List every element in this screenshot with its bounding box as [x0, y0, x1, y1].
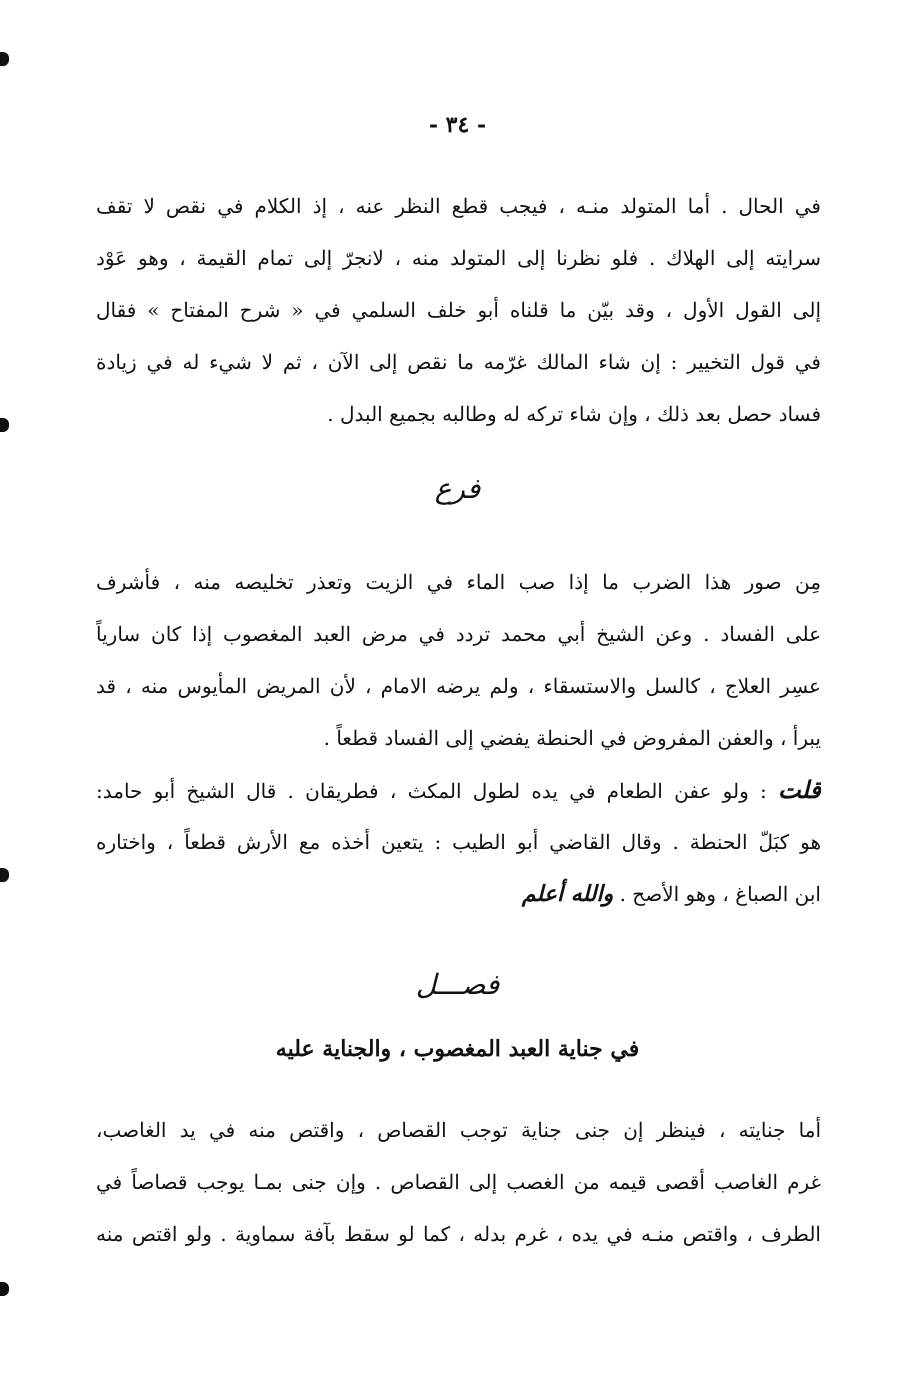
section-subheading: في جناية العبد المغصوب ، والجناية عليه — [275, 1036, 640, 1062]
text-line: فساد حصل بعد ذلك ، وإن شاء تركه له وطالبه بجميع البدل . — [327, 402, 821, 426]
text-line: يبرأ ، والعفن المفروض في الحنطة يفضي إلى الفساد قطعاً . — [323, 726, 821, 750]
qultu-line-text: : ولو عفن الطعام في يده لطول المكث ، فطريقان . قال الشيخ أبو حامد: — [96, 779, 779, 803]
text-line: في الحال . أما المتولد منـه ، فيجب قطع النظر عنه ، إذ الكلام في نقص لا تقف — [96, 194, 821, 218]
text-line: غرم الغاصب أقصى قيمه من الغصب إلى القصاص . وإن جنى بمـا يوجب قصاصاً في — [96, 1170, 821, 1194]
qultu-label: قلت — [778, 775, 821, 804]
section-heading-fasl: فصـــل — [415, 968, 500, 1001]
closing-phrase: والله أعلم — [521, 881, 614, 907]
section-heading-far: فرع — [434, 472, 481, 505]
text-line: هو كبَلّ الحنطة . وقال القاضي أبو الطيب : يتعين أخذه مع الأرش قطعاً ، واختاره — [96, 830, 821, 854]
paragraph-2 — [96, 556, 821, 764]
paragraph-3 — [96, 764, 821, 920]
scan-edge-mark — [0, 1282, 9, 1296]
text-line: أما جنايته ، فينظر إن جنى جناية توجب القصاص ، واقتص منه في يد الغاصب، — [96, 1118, 821, 1142]
text-line: مِن صور هذا الضرب ما إذا صب الماء في الزيت وتعذر تخليصه منه ، فأشرف — [96, 570, 821, 594]
text-line: الطرف ، واقتص منـه في يده ، غرم بدله ، كما لو سقط بآفة سماوية . ولو اقتص منه — [96, 1222, 821, 1246]
paragraph-4 — [96, 1104, 821, 1260]
text-line — [96, 868, 821, 920]
paragraph-1 — [96, 180, 821, 440]
text-line: في قول التخيير : إن شاء المالك غرّمه ما نقص إلى الآن ، ثم لا شيء له في زيادة — [96, 350, 821, 374]
scan-edge-mark — [0, 868, 9, 882]
text-line: عسِر العلاج ، كالسل والاستسقاء ، ولم يرضه الامام ، لأن المريض المأيوس منه ، قد — [96, 674, 821, 698]
text-line: سرايته إلى الهلاك . فلو نظرنا إلى المتولد منه ، لانجرّ إلى تمام القيمة ، وهو عَوْد — [96, 246, 821, 270]
line-text: ابن الصباغ ، وهو الأصح . — [619, 882, 821, 906]
scan-edge-mark — [0, 52, 9, 66]
page-number: - ٣٤ - — [428, 112, 487, 138]
text-line — [96, 764, 821, 816]
text-line: على الفساد . وعن الشيخ أبي محمد تردد في مرض العبد المغصوب إذا كان سارياً — [96, 622, 821, 646]
text-line: إلى القول الأول ، وقد بيّن ما قلناه أبو خلف السلمي في « شرح المفتاح » فقال — [96, 298, 821, 322]
scan-edge-mark — [0, 418, 9, 432]
